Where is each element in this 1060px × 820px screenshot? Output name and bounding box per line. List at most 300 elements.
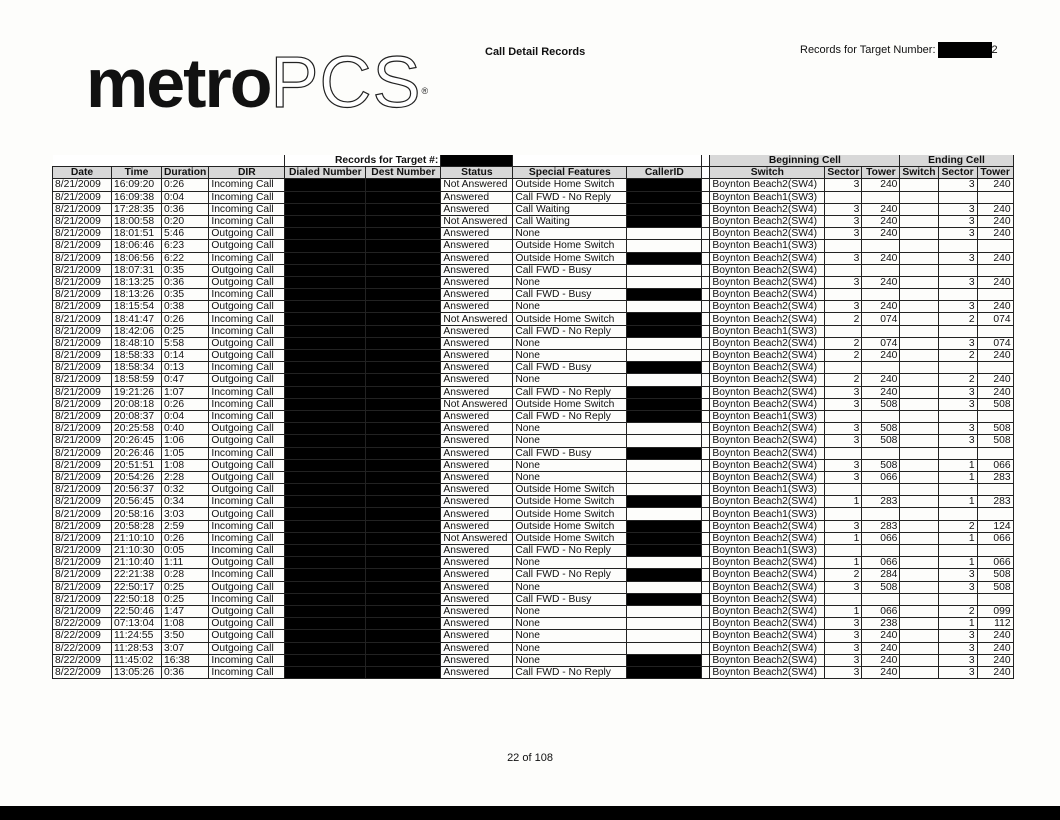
cell-dir: Incoming Call <box>209 520 285 532</box>
table-row <box>53 337 1014 349</box>
cell-duration: 0:20 <box>162 215 209 227</box>
table-column-header-row <box>53 167 1014 179</box>
cell-dest-number <box>366 228 441 240</box>
cell-special-features: None <box>513 337 627 349</box>
cell-status: Answered <box>441 593 513 605</box>
cell-time: 11:45:02 <box>112 654 162 666</box>
table-row <box>53 581 1014 593</box>
cell-status: Answered <box>441 362 513 374</box>
cell-duration: 1:08 <box>162 618 209 630</box>
cell-dialed-number <box>285 313 366 325</box>
cell-begin-tower: 074 <box>862 337 900 349</box>
cell-special-features: Outside Home Switch <box>513 532 627 544</box>
cell-callerid <box>627 191 702 203</box>
cell-begin-sector <box>825 362 862 374</box>
cell-begin-switch: Boynton Beach2(SW4) <box>710 252 825 264</box>
cell-begin-tower: 240 <box>862 350 900 362</box>
cell-begin-sector: 1 <box>825 605 862 617</box>
cell-status: Answered <box>441 447 513 459</box>
column-gap <box>702 654 710 666</box>
scan-edge-bar <box>0 806 1060 820</box>
cell-special-features: Call FWD - Busy <box>513 447 627 459</box>
cell-dialed-number <box>285 276 366 288</box>
cell-duration: 2:59 <box>162 520 209 532</box>
cell-dialed-number <box>285 398 366 410</box>
cell-dest-number <box>366 215 441 227</box>
cell-end-tower: 074 <box>977 337 1013 349</box>
cell-end-switch <box>900 471 938 483</box>
cell-dir: Outgoing Call <box>209 642 285 654</box>
cell-begin-tower <box>862 508 900 520</box>
cell-begin-switch: Boynton Beach2(SW4) <box>710 593 825 605</box>
cell-duration: 0:05 <box>162 545 209 557</box>
cell-end-tower: 124 <box>977 520 1013 532</box>
cell-begin-switch: Boynton Beach2(SW4) <box>710 276 825 288</box>
cell-end-switch <box>900 252 938 264</box>
cell-end-sector <box>938 325 977 337</box>
column-gap <box>702 228 710 240</box>
cell-time: 18:13:26 <box>112 289 162 301</box>
cell-duration: 0:35 <box>162 264 209 276</box>
cell-callerid <box>627 557 702 569</box>
cell-duration: 0:04 <box>162 410 209 422</box>
beginning-cell-header: Beginning Cell <box>710 155 900 167</box>
cell-callerid <box>627 203 702 215</box>
cell-status: Answered <box>441 520 513 532</box>
cell-end-sector <box>938 447 977 459</box>
table-row <box>53 264 1014 276</box>
cell-status: Answered <box>441 374 513 386</box>
cell-end-tower: 066 <box>977 557 1013 569</box>
cell-special-features: Outside Home Switch <box>513 240 627 252</box>
cell-dir: Incoming Call <box>209 313 285 325</box>
cell-dest-number <box>366 374 441 386</box>
table-row <box>53 423 1014 435</box>
cell-dir: Incoming Call <box>209 179 285 191</box>
cell-end-switch <box>900 423 938 435</box>
cell-special-features: Call FWD - No Reply <box>513 410 627 422</box>
cell-status: Answered <box>441 325 513 337</box>
cell-end-sector <box>938 264 977 276</box>
cell-end-sector <box>938 289 977 301</box>
cell-end-switch <box>900 435 938 447</box>
cell-end-tower: 240 <box>977 179 1013 191</box>
cell-date: 8/21/2009 <box>53 276 112 288</box>
cell-end-sector: 2 <box>938 313 977 325</box>
cell-status: Answered <box>441 666 513 678</box>
column-gap <box>702 618 710 630</box>
cell-begin-tower: 240 <box>862 179 900 191</box>
cell-end-tower <box>977 240 1013 252</box>
column-gap <box>702 447 710 459</box>
cell-end-tower: 074 <box>977 313 1013 325</box>
cell-end-switch <box>900 508 938 520</box>
cell-begin-tower: 240 <box>862 374 900 386</box>
column-gap <box>702 532 710 544</box>
table-header-group-row <box>53 155 1014 167</box>
cell-begin-tower <box>862 362 900 374</box>
column-gap <box>702 398 710 410</box>
table-row <box>53 520 1014 532</box>
cell-dest-number <box>366 605 441 617</box>
cell-end-tower <box>977 447 1013 459</box>
cell-begin-switch: Boynton Beach2(SW4) <box>710 423 825 435</box>
cell-begin-tower: 240 <box>862 386 900 398</box>
cell-end-switch <box>900 532 938 544</box>
cell-date: 8/21/2009 <box>53 605 112 617</box>
cell-begin-switch: Boynton Beach2(SW4) <box>710 301 825 313</box>
cell-dir: Incoming Call <box>209 203 285 215</box>
cell-duration: 1:07 <box>162 386 209 398</box>
cell-status: Answered <box>441 484 513 496</box>
cell-begin-tower <box>862 289 900 301</box>
cell-begin-switch: Boynton Beach2(SW4) <box>710 581 825 593</box>
cell-dest-number <box>366 423 441 435</box>
cell-dir: Outgoing Call <box>209 264 285 276</box>
cell-end-sector: 3 <box>938 666 977 678</box>
cell-begin-tower: 066 <box>862 605 900 617</box>
cell-begin-tower <box>862 191 900 203</box>
col-time: Time <box>112 167 162 179</box>
cell-begin-tower <box>862 325 900 337</box>
cell-begin-sector: 3 <box>825 642 862 654</box>
cell-end-tower <box>977 545 1013 557</box>
cell-special-features: Outside Home Switch <box>513 398 627 410</box>
cell-dir: Outgoing Call <box>209 374 285 386</box>
cell-time: 17:28:35 <box>112 203 162 215</box>
cell-begin-switch: Boynton Beach2(SW4) <box>710 398 825 410</box>
cell-special-features: Call FWD - No Reply <box>513 666 627 678</box>
cell-dir: Incoming Call <box>209 654 285 666</box>
cell-dest-number <box>366 313 441 325</box>
cell-date: 8/21/2009 <box>53 386 112 398</box>
cell-time: 20:08:18 <box>112 398 162 410</box>
cell-end-switch <box>900 496 938 508</box>
cell-date: 8/21/2009 <box>53 410 112 422</box>
cell-date: 8/21/2009 <box>53 240 112 252</box>
cell-begin-sector <box>825 447 862 459</box>
cell-end-sector: 2 <box>938 605 977 617</box>
cell-date: 8/21/2009 <box>53 374 112 386</box>
cell-dir: Incoming Call <box>209 362 285 374</box>
cell-time: 18:07:31 <box>112 264 162 276</box>
cell-begin-tower: 066 <box>862 471 900 483</box>
cell-dest-number <box>366 264 441 276</box>
cell-special-features: Call FWD - Busy <box>513 264 627 276</box>
column-gap <box>702 337 710 349</box>
column-gap <box>702 240 710 252</box>
target-number-header <box>800 42 998 58</box>
cell-callerid <box>627 228 702 240</box>
metropcs-logo <box>86 43 429 123</box>
cell-date: 8/21/2009 <box>53 289 112 301</box>
cell-end-switch <box>900 545 938 557</box>
cell-end-tower <box>977 325 1013 337</box>
table-row <box>53 301 1014 313</box>
cell-begin-switch: Boynton Beach2(SW4) <box>710 605 825 617</box>
cell-time: 20:26:45 <box>112 435 162 447</box>
cell-dir: Incoming Call <box>209 325 285 337</box>
cell-begin-switch: Boynton Beach2(SW4) <box>710 350 825 362</box>
column-gap <box>702 386 710 398</box>
cell-end-tower: 240 <box>977 215 1013 227</box>
cell-begin-tower <box>862 484 900 496</box>
cell-special-features: None <box>513 642 627 654</box>
cell-time: 21:10:10 <box>112 532 162 544</box>
cell-duration: 0:25 <box>162 325 209 337</box>
table-row <box>53 350 1014 362</box>
cell-begin-switch: Boynton Beach2(SW4) <box>710 228 825 240</box>
cell-begin-tower: 238 <box>862 618 900 630</box>
col-end-sector: Sector <box>938 167 977 179</box>
cell-end-sector: 3 <box>938 203 977 215</box>
cell-begin-sector: 3 <box>825 301 862 313</box>
cell-status: Answered <box>441 435 513 447</box>
cell-end-tower: 240 <box>977 276 1013 288</box>
cell-begin-tower: 074 <box>862 313 900 325</box>
cell-end-sector <box>938 362 977 374</box>
cell-begin-tower: 240 <box>862 203 900 215</box>
cell-begin-switch: Boynton Beach2(SW4) <box>710 435 825 447</box>
cell-dialed-number <box>285 386 366 398</box>
cell-end-tower: 240 <box>977 301 1013 313</box>
cell-status: Answered <box>441 642 513 654</box>
cell-dialed-number <box>285 337 366 349</box>
table-row <box>53 228 1014 240</box>
cell-date: 8/21/2009 <box>53 423 112 435</box>
cell-dest-number <box>366 520 441 532</box>
cell-dialed-number <box>285 374 366 386</box>
cell-time: 22:50:17 <box>112 581 162 593</box>
cell-begin-sector: 3 <box>825 423 862 435</box>
cell-dest-number <box>366 459 441 471</box>
cell-begin-switch: Boynton Beach1(SW3) <box>710 545 825 557</box>
cell-dir: Outgoing Call <box>209 618 285 630</box>
cell-duration: 3:03 <box>162 508 209 520</box>
cell-time: 20:08:37 <box>112 410 162 422</box>
cell-end-tower: 240 <box>977 642 1013 654</box>
cell-special-features: Call Waiting <box>513 203 627 215</box>
cell-dir: Outgoing Call <box>209 484 285 496</box>
cell-callerid <box>627 350 702 362</box>
cell-special-features: Call FWD - No Reply <box>513 545 627 557</box>
cell-callerid <box>627 471 702 483</box>
cell-date: 8/22/2009 <box>53 666 112 678</box>
logo-metro: metro <box>86 44 271 122</box>
cell-callerid <box>627 630 702 642</box>
cell-end-sector: 3 <box>938 435 977 447</box>
cell-begin-sector: 3 <box>825 228 862 240</box>
cell-end-tower <box>977 593 1013 605</box>
cell-dialed-number <box>285 666 366 678</box>
cell-time: 11:28:53 <box>112 642 162 654</box>
cell-callerid <box>627 289 702 301</box>
cell-begin-sector: 3 <box>825 252 862 264</box>
cell-callerid <box>627 386 702 398</box>
cell-dest-number <box>366 484 441 496</box>
cell-dest-number <box>366 471 441 483</box>
cell-date: 8/21/2009 <box>53 581 112 593</box>
cell-dialed-number <box>285 557 366 569</box>
cell-dir: Outgoing Call <box>209 605 285 617</box>
cell-duration: 16:38 <box>162 654 209 666</box>
cell-begin-tower: 240 <box>862 666 900 678</box>
cell-end-sector: 3 <box>938 630 977 642</box>
cell-date: 8/21/2009 <box>53 435 112 447</box>
table-row <box>53 398 1014 410</box>
cell-begin-tower: 240 <box>862 252 900 264</box>
cell-begin-sector: 3 <box>825 654 862 666</box>
cell-date: 8/22/2009 <box>53 642 112 654</box>
cell-duration: 3:07 <box>162 642 209 654</box>
cell-callerid <box>627 301 702 313</box>
cell-status: Answered <box>441 228 513 240</box>
cell-begin-switch: Boynton Beach1(SW3) <box>710 484 825 496</box>
cell-end-tower: 508 <box>977 581 1013 593</box>
cell-end-switch <box>900 325 938 337</box>
column-gap <box>702 435 710 447</box>
col-date: Date <box>53 167 112 179</box>
col-dest-number: Dest Number <box>366 167 441 179</box>
cell-begin-sector: 3 <box>825 203 862 215</box>
cell-begin-sector: 3 <box>825 581 862 593</box>
cell-date: 8/21/2009 <box>53 593 112 605</box>
column-gap <box>702 362 710 374</box>
cell-dest-number <box>366 569 441 581</box>
cell-dir: Outgoing Call <box>209 228 285 240</box>
cell-begin-sector: 3 <box>825 618 862 630</box>
cell-dir: Incoming Call <box>209 666 285 678</box>
cell-time: 18:15:54 <box>112 301 162 313</box>
cell-duration: 2:28 <box>162 471 209 483</box>
cell-begin-sector <box>825 410 862 422</box>
cell-dir: Incoming Call <box>209 289 285 301</box>
cell-dest-number <box>366 508 441 520</box>
cell-status: Answered <box>441 252 513 264</box>
cell-special-features: None <box>513 654 627 666</box>
cell-time: 20:56:37 <box>112 484 162 496</box>
cell-time: 20:51:51 <box>112 459 162 471</box>
cell-callerid <box>627 435 702 447</box>
cell-begin-sector: 3 <box>825 630 862 642</box>
cell-time: 20:58:28 <box>112 520 162 532</box>
cell-dir: Outgoing Call <box>209 350 285 362</box>
cell-end-sector: 1 <box>938 618 977 630</box>
cell-dialed-number <box>285 642 366 654</box>
column-gap <box>702 179 710 191</box>
cell-time: 13:05:26 <box>112 666 162 678</box>
cell-begin-sector <box>825 264 862 276</box>
column-gap <box>702 605 710 617</box>
cell-status: Answered <box>441 423 513 435</box>
table-row <box>53 289 1014 301</box>
cell-end-sector <box>938 240 977 252</box>
cell-end-tower: 508 <box>977 398 1013 410</box>
cell-end-sector: 3 <box>938 228 977 240</box>
cell-begin-sector: 3 <box>825 179 862 191</box>
records-for-target-label: Records for Target #: <box>285 155 441 167</box>
cell-begin-tower: 240 <box>862 228 900 240</box>
cell-end-tower <box>977 191 1013 203</box>
cell-status: Not Answered <box>441 532 513 544</box>
cell-end-switch <box>900 581 938 593</box>
cell-status: Answered <box>441 630 513 642</box>
cell-end-tower: 240 <box>977 654 1013 666</box>
cell-begin-sector: 2 <box>825 374 862 386</box>
table-row <box>53 447 1014 459</box>
cell-begin-tower: 284 <box>862 569 900 581</box>
cell-status: Answered <box>441 545 513 557</box>
cell-end-switch <box>900 484 938 496</box>
cell-date: 8/21/2009 <box>53 264 112 276</box>
column-gap <box>702 289 710 301</box>
cell-begin-tower <box>862 593 900 605</box>
cell-end-tower <box>977 484 1013 496</box>
cell-time: 18:41:47 <box>112 313 162 325</box>
cell-date: 8/22/2009 <box>53 618 112 630</box>
cell-special-features: None <box>513 301 627 313</box>
cell-callerid <box>627 569 702 581</box>
cell-special-features: Outside Home Switch <box>513 484 627 496</box>
cell-dest-number <box>366 654 441 666</box>
cell-dest-number <box>366 447 441 459</box>
column-gap <box>702 410 710 422</box>
cell-dir: Outgoing Call <box>209 581 285 593</box>
cell-time: 11:24:55 <box>112 630 162 642</box>
cell-end-tower <box>977 264 1013 276</box>
table-row <box>53 386 1014 398</box>
col-status: Status <box>441 167 513 179</box>
cell-begin-sector <box>825 484 862 496</box>
cell-time: 18:06:46 <box>112 240 162 252</box>
cell-begin-tower: 240 <box>862 276 900 288</box>
table-row <box>53 484 1014 496</box>
cell-end-sector: 3 <box>938 398 977 410</box>
table-row <box>53 496 1014 508</box>
cell-date: 8/21/2009 <box>53 252 112 264</box>
column-gap <box>702 264 710 276</box>
cell-special-features: Outside Home Switch <box>513 179 627 191</box>
cell-end-tower: 240 <box>977 666 1013 678</box>
cell-time: 18:58:33 <box>112 350 162 362</box>
cell-status: Answered <box>441 557 513 569</box>
table-row <box>53 435 1014 447</box>
cell-callerid <box>627 459 702 471</box>
cell-special-features: Outside Home Switch <box>513 313 627 325</box>
cell-end-tower <box>977 362 1013 374</box>
cell-duration: 0:26 <box>162 532 209 544</box>
cell-dialed-number <box>285 301 366 313</box>
cell-end-tower: 240 <box>977 630 1013 642</box>
cell-end-sector: 1 <box>938 459 977 471</box>
cell-dest-number <box>366 410 441 422</box>
table-row <box>53 508 1014 520</box>
column-gap <box>702 325 710 337</box>
cell-dialed-number <box>285 423 366 435</box>
cell-end-sector: 3 <box>938 301 977 313</box>
cell-end-switch <box>900 666 938 678</box>
cell-dest-number <box>366 398 441 410</box>
cell-duration: 1:06 <box>162 435 209 447</box>
cell-dest-number <box>366 593 441 605</box>
cell-begin-switch: Boynton Beach2(SW4) <box>710 179 825 191</box>
table-row <box>53 313 1014 325</box>
redaction-block <box>938 42 992 58</box>
cell-callerid <box>627 325 702 337</box>
cell-end-switch <box>900 593 938 605</box>
table-row <box>53 557 1014 569</box>
cell-end-switch <box>900 386 938 398</box>
